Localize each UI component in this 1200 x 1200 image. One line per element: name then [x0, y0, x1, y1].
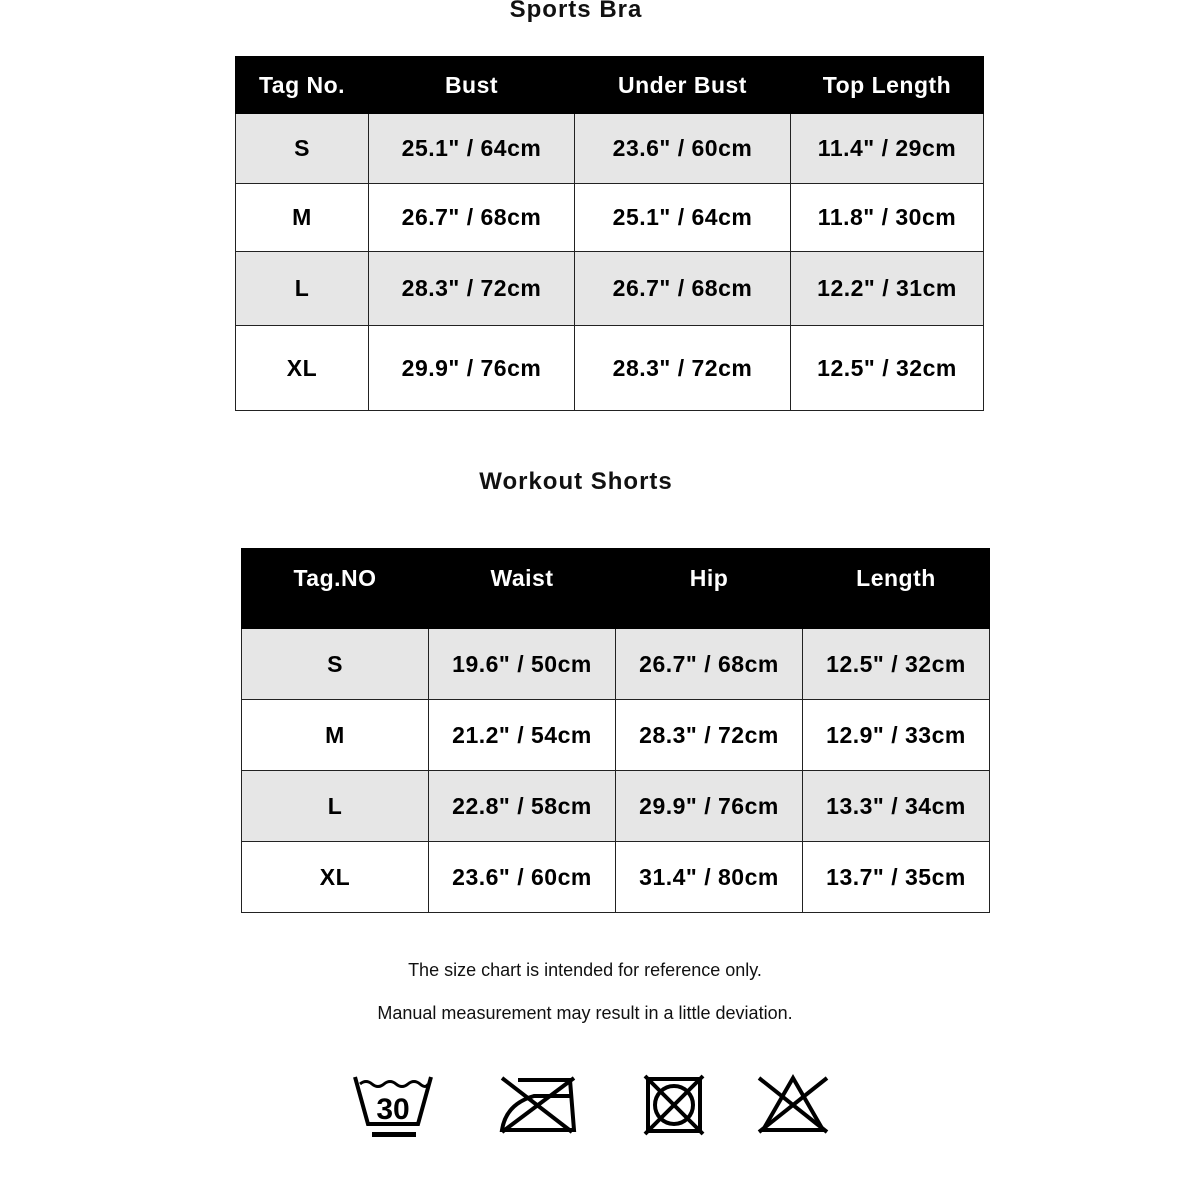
- header-cell: Under Bust: [575, 57, 791, 114]
- table-cell: 31.4" / 80cm: [616, 842, 803, 913]
- wash-temperature: 30: [376, 1093, 410, 1126]
- deviation-note: Manual measurement may result in a little deviation.: [377, 1003, 793, 1023]
- table-cell: 13.3" / 34cm: [803, 771, 990, 842]
- reference-note: The size chart is intended for reference only.: [408, 960, 762, 980]
- table-cell: 23.6" / 60cm: [575, 114, 791, 184]
- workout-shorts-title: Workout Shorts: [479, 468, 673, 495]
- table-cell: 29.9" / 76cm: [616, 771, 803, 842]
- table-cell: S: [242, 629, 429, 700]
- table-cell: 29.9" / 76cm: [369, 326, 575, 411]
- do-not-iron-icon: [498, 1074, 578, 1136]
- table-cell: 25.1" / 64cm: [575, 184, 791, 252]
- header-cell: Tag.NO: [242, 549, 429, 629]
- table-cell: 25.1" / 64cm: [369, 114, 575, 184]
- do-not-tumble-dry-icon: [643, 1074, 705, 1136]
- table-cell: 11.8" / 30cm: [791, 184, 984, 252]
- table-row: [242, 842, 990, 913]
- table-cell: M: [236, 184, 369, 252]
- do-not-bleach-icon: [755, 1074, 831, 1136]
- table-row: [236, 252, 984, 326]
- table-cell: M: [242, 700, 429, 771]
- table-cell: 11.4" / 29cm: [791, 114, 984, 184]
- table-cell: 13.7" / 35cm: [803, 842, 990, 913]
- sports-bra-title: Sports Bra: [509, 0, 643, 23]
- table-cell: 12.5" / 32cm: [803, 629, 990, 700]
- header-cell: Waist: [429, 549, 616, 629]
- table-header-row: [236, 57, 984, 114]
- table-cell: 26.7" / 68cm: [575, 252, 791, 326]
- table-cell: 12.9" / 33cm: [803, 700, 990, 771]
- table-row: [242, 629, 990, 700]
- table-cell: 21.2" / 54cm: [429, 700, 616, 771]
- table-cell: L: [242, 771, 429, 842]
- table-row: [236, 326, 984, 411]
- wash-30-icon: [352, 1074, 434, 1138]
- table-header-row: [242, 549, 990, 629]
- header-cell: Tag No.: [236, 57, 369, 114]
- table-cell: XL: [236, 326, 369, 411]
- table-cell: 28.3" / 72cm: [616, 700, 803, 771]
- table-cell: 12.5" / 32cm: [791, 326, 984, 411]
- sports-bra-size-table: [235, 56, 984, 411]
- table-cell: 26.7" / 68cm: [369, 184, 575, 252]
- header-cell: Hip: [616, 549, 803, 629]
- table-row: [242, 771, 990, 842]
- table-cell: XL: [242, 842, 429, 913]
- table-cell: 28.3" / 72cm: [369, 252, 575, 326]
- workout-shorts-size-table: [241, 548, 990, 913]
- table-row: [242, 700, 990, 771]
- table-row: [236, 114, 984, 184]
- table-cell: 22.8" / 58cm: [429, 771, 616, 842]
- header-cell: Top Length: [791, 57, 984, 114]
- table-cell: 19.6" / 50cm: [429, 629, 616, 700]
- table-cell: 26.7" / 68cm: [616, 629, 803, 700]
- table-cell: 12.2" / 31cm: [791, 252, 984, 326]
- header-cell: Bust: [369, 57, 575, 114]
- table-cell: S: [236, 114, 369, 184]
- table-cell: 23.6" / 60cm: [429, 842, 616, 913]
- table-cell: L: [236, 252, 369, 326]
- table-row: [236, 184, 984, 252]
- table-cell: 28.3" / 72cm: [575, 326, 791, 411]
- header-cell: Length: [803, 549, 990, 629]
